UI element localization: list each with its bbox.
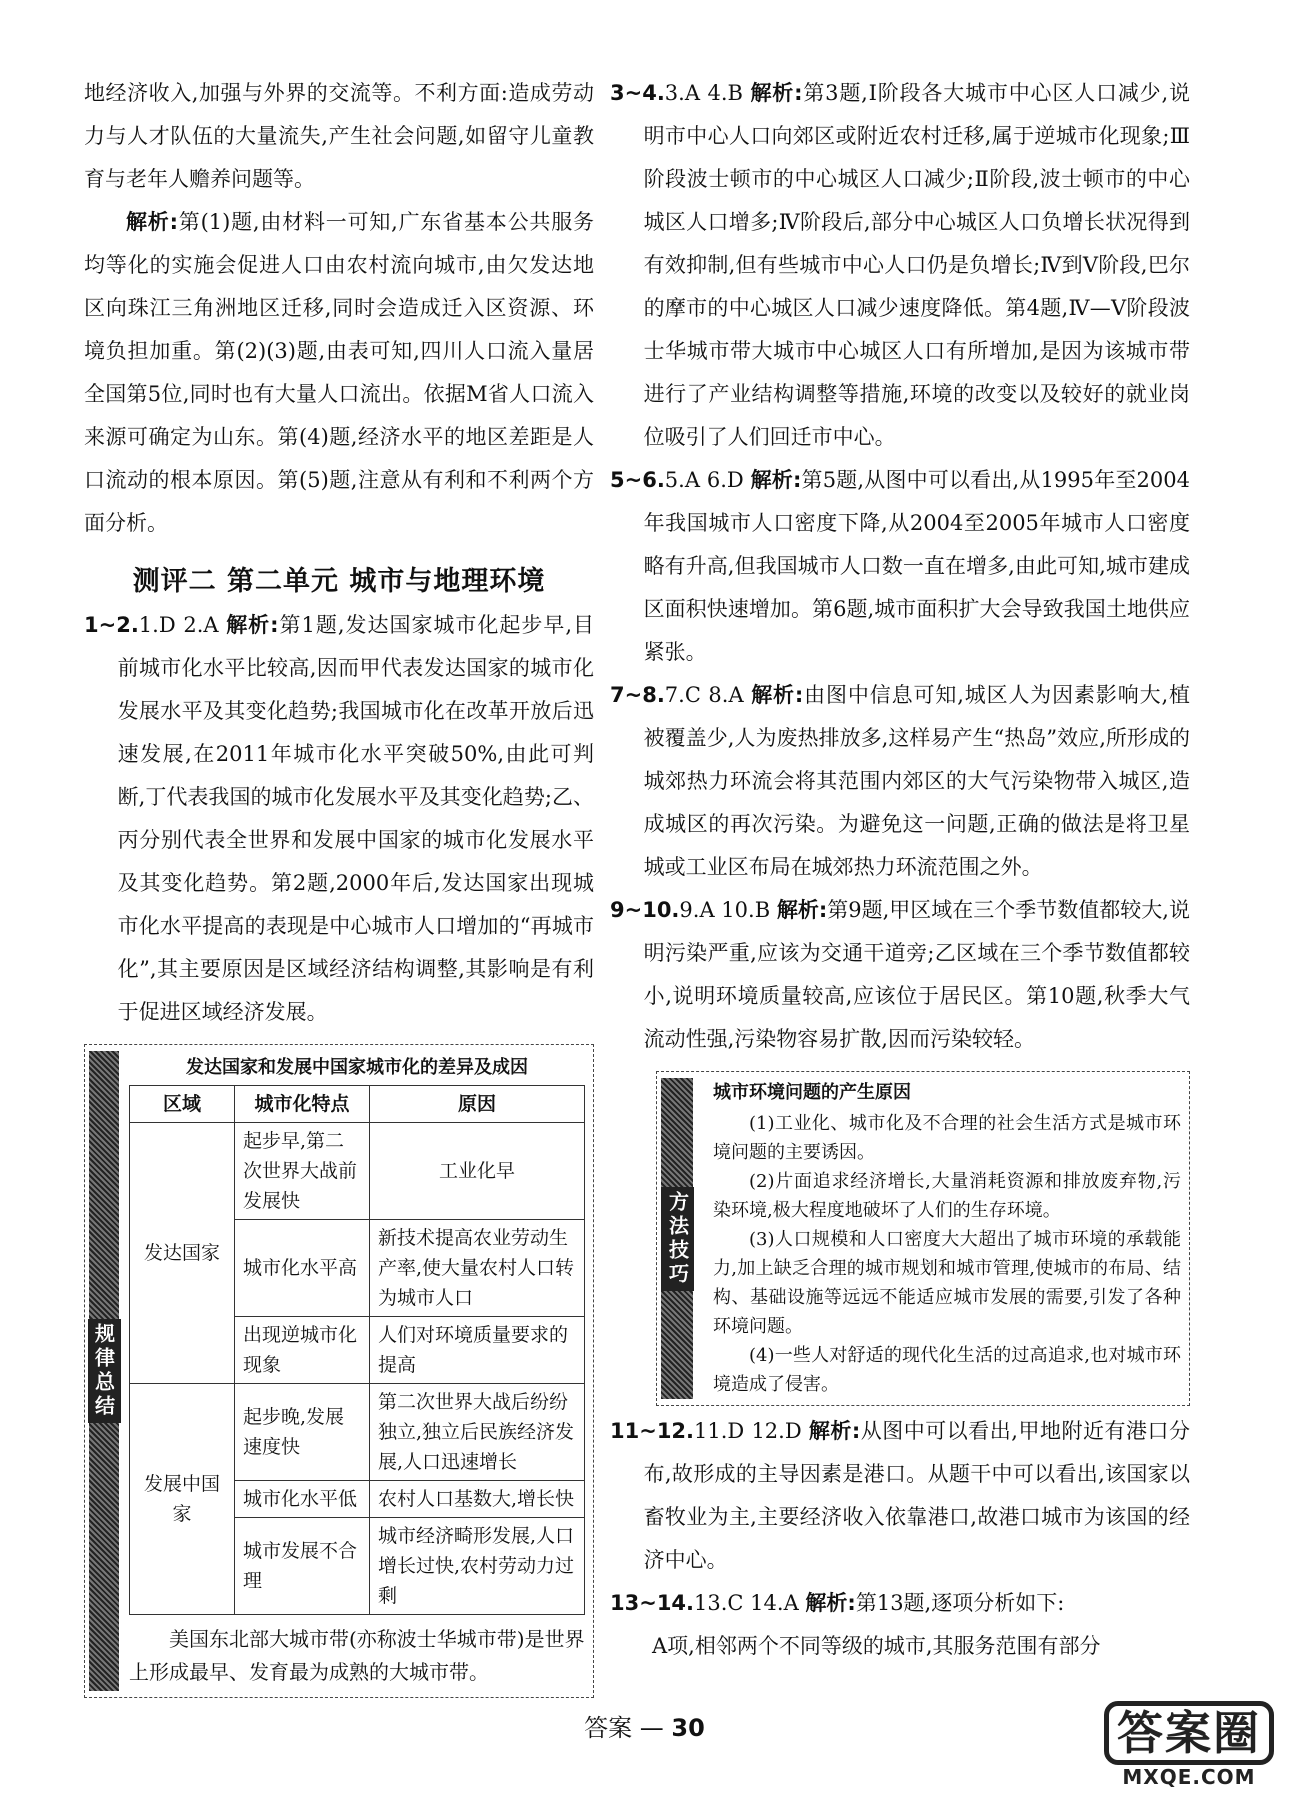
reason-cell: 新技术提高农业劳动生产率,使大量农村人口转为城市人口: [370, 1220, 585, 1317]
answer-q13-14: 13~14.13.C 14.A 解析:第13题,逐项分析如下:: [610, 1591, 1065, 1615]
answer-q7-8: 7~8.7.C 8.A 解析:由图中信息可知,城区人为因素影响大,植被覆盖少,人为废热排放多,这样易产生“热岛”效应,所形成的城郊热力环流会将其范围内郊区的大气污染物带入城区,造成城区的再次污染。为避免这一问题,正确的做法是将卫星城或工业区布局在城郊热力环流范围之外。: [610, 683, 1191, 879]
urbanization-table: [129, 1085, 585, 1615]
paragraph: 地经济收入,加强与外界的交流等。不利方面:造成劳动力与人才队伍的大量流失,产生社会问题,如留守儿童教育与老年人赡养问题等。: [84, 81, 594, 191]
method-box-title: 城市环境问题的产生原因: [713, 1082, 911, 1103]
answer-q11-12: 11~12.11.D 12.D 解析:从图中可以看出,甲地附近有港口分布,故形成的主导因素是港口。从题干中可以看出,该国家以畜牧业为主,主要经济收入依靠港口,故港口城市为该国的经济中心。: [610, 1419, 1190, 1572]
method-side-tag: 方法技巧: [661, 1078, 693, 1399]
col-header: 区域: [130, 1086, 235, 1123]
unit-title: 测评二 第二单元 城市与地理环境: [132, 566, 546, 597]
list-item: (2)片面追求经济增长,大量消耗资源和排放废弃物,污染环境,极大程度地破坏了人们的生存环境。: [713, 1171, 1181, 1221]
page-number: 30: [671, 1714, 705, 1742]
box-note: 美国东北部大城市带(亦称波士华城市带)是世界上形成最早、发育最为成熟的大城市带。: [129, 1627, 585, 1684]
summary-box: [84, 1044, 594, 1698]
reason-cell: 人们对环境质量要求的提高: [370, 1317, 585, 1384]
col-header: 城市化特点: [235, 1086, 370, 1123]
left-column: [84, 72, 594, 1698]
method-box: [656, 1071, 1190, 1406]
table-row: [130, 1384, 585, 1481]
answer-q5-6: 5~6.5.A 6.D 解析:第5题,从图中可以看出,从1995年至2004年我国城市人口密度下降,从2004至2005年城市人口密度略有升高,但我国城市人口数一直在增多,由此可知,城市建成区面积快速增加。第6题,城市面积扩大会导致我国土地供应紧张。: [610, 468, 1190, 664]
analysis-label: 解析:: [126, 210, 178, 234]
summary-side-tag: 规律总结: [89, 1051, 119, 1691]
list-item: (4)一些人对舒适的现代化生活的过高追求,也对城市环境造成了侵害。: [713, 1345, 1181, 1395]
list-item: (3)人口规模和人口密度大大超出了城市环境的承载能力,加上缺乏合理的城市规划和城市管理,使城市的布局、结构、基础设施等远远不能适应城市发展的需要,引发了各种环境问题。: [713, 1229, 1181, 1337]
answer-q1-2: 1~2.1.D 2.A 解析:第1题,发达国家城市化起步早,目前城市化水平比较高,因而甲代表发达国家的城市化发展水平及其变化趋势;我国城市化在改革开放后迅速发展,在2011年城市化水平突破50%,由此可判断,丁代表我国的城市化发展水平及其变化趋势;乙、丙分别代表全世界和发展中国家的城市化发展水平及其变化趋势。第2题,2000年后,发达国家出现城市化水平提高的表现是中心城市人口增加的“再城市化”,其主要原因是区域经济结构调整,其影响是有利于促进区域经济发展。: [84, 613, 594, 1024]
table-row: [130, 1123, 585, 1220]
feature-cell: 起步晚,发展速度快: [235, 1384, 370, 1481]
feature-cell: 城市化水平高: [235, 1220, 370, 1317]
region-cell: 发展中国家: [130, 1384, 235, 1615]
col-header: 原因: [370, 1086, 585, 1123]
right-column: [610, 72, 1190, 1668]
analysis-paragraph: 解析:第(1)题,由材料一可知,广东省基本公共服务均等化的实施会促进人口由农村流向城市,由欠发达地区向珠江三角洲地区迁移,同时会造成迁入区资源、环境负担加重。第(2)(3)题,由表可知,四川人口流入量居全国第5位,同时也有大量人口流出。依据M省人口流入来源可确定为山东。第(4)题,经济水平的地区差距是人口流动的根本原因。第(5)题,注意从有利和不利两个方面分析。: [84, 210, 594, 535]
reason-cell: 农村人口基数大,增长快: [370, 1481, 585, 1518]
reason-cell: 城市经济畸形发展,人口增长过快,农村劳动力过剩: [370, 1518, 585, 1615]
feature-cell: 城市化水平低: [235, 1481, 370, 1518]
region-cell: 发达国家: [130, 1123, 235, 1384]
answer-q9-10: 9~10.9.A 10.B 解析:第9题,甲区域在三个季节数值都较大,说明污染严重,应该为交通干道旁;乙区域在三个季节数值都较小,说明环境质量较高,应该位于居民区。第10题,秋季大气流动性强,污染物容易扩散,因而污染较轻。: [610, 898, 1190, 1051]
answer-q3-4: 3~4.3.A 4.B 解析:第3题,Ⅰ阶段各大城市中心区人口减少,说明市中心人口向郊区或附近农村迁移,属于逆城市化现象;Ⅲ阶段波士顿市的中心城区人口减少;Ⅱ阶段,波士顿市的中心城区人口增多;Ⅳ阶段后,部分中心城区人口负增长状况得到有效抑制,但有些城市中心人口仍是负增长;Ⅳ到Ⅴ阶段,巴尔的摩市的中心城区人口减少速度降低。第4题,Ⅳ—Ⅴ阶段波士华城市带大城市中心城区人口有所增加,是因为该城市带进行了产业结构调整等措施,环境的改变以及较好的就业岗位吸引了人们回迁市中心。: [610, 81, 1190, 449]
watermark-logo: 答案圈 MXQE.COM: [1099, 1700, 1279, 1790]
table-title: 发达国家和发展中国家城市化的差异及成因: [186, 1057, 528, 1078]
feature-cell: 出现逆城市化现象: [235, 1317, 370, 1384]
feature-cell: 起步早,第二次世界大战前发展快: [235, 1123, 370, 1220]
feature-cell: 城市发展不合理: [235, 1518, 370, 1615]
list-item: (1)工业化、城市化及不合理的社会生活方式是城市环境问题的主要诱因。: [713, 1113, 1181, 1163]
reason-cell: 第二次世界大战后纷纷独立,独立后民族经济发展,人口迅速增长: [370, 1384, 585, 1481]
reason-cell: 工业化早: [370, 1123, 585, 1220]
answer-q13-sub: A项,相邻两个不同等级的城市,其服务范围有部分: [652, 1634, 1101, 1658]
page-footer: 答案 — 30: [584, 1714, 705, 1742]
